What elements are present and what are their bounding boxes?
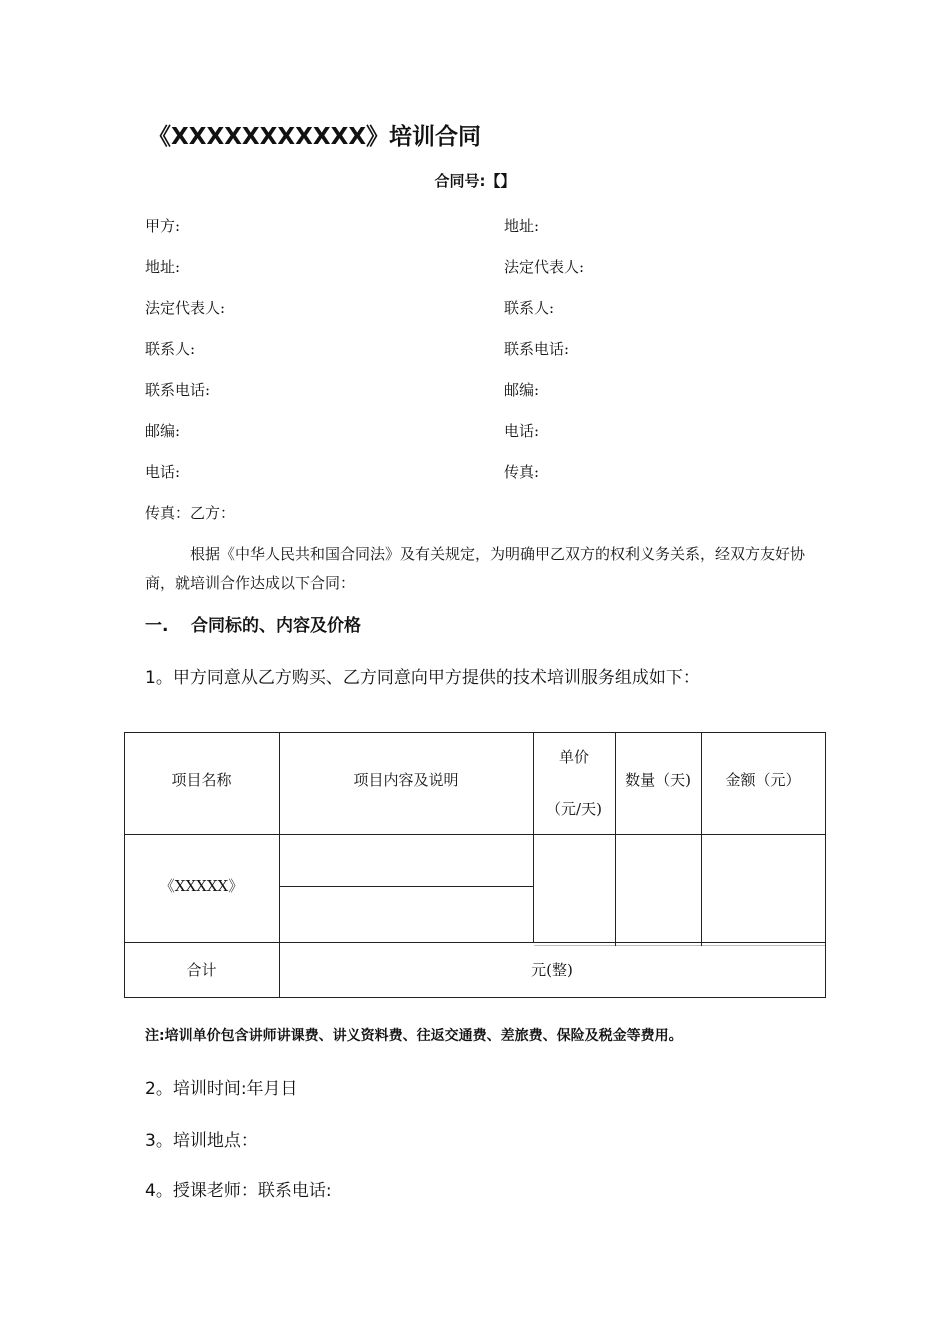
party-b-postcode: 邮编: (504, 381, 540, 399)
header-project-name: 项目名称 (171, 771, 232, 789)
table-border-right (825, 732, 826, 998)
party-b-contact: 联系人: (504, 299, 555, 317)
clause-2-training-time: 2。培训时间:年月日 (145, 1079, 298, 1099)
party-a-legal-rep: 法定代表人: (145, 299, 226, 317)
header-unit-price-line1: 单价 (558, 748, 589, 766)
row-project-name: 《XXXXX》 (159, 877, 244, 895)
intro-paragraph: 根据《中华人民共和国合同法》及有关规定，为明确甲乙双方的权利义务关系，经双方友好协商，就培训合作达成以下合同： (145, 545, 806, 592)
clause-3-training-location: 3。培训地点： (145, 1131, 258, 1151)
party-b-address: 地址: (504, 217, 540, 235)
pricing-note: 注:培训单价包含讲师讲课费、讲义资料费、往返交通费、差旅费、保险及税金等费用。 (145, 1028, 683, 1044)
party-b-fax: 传真: (504, 463, 540, 481)
section-title: 合同标的、内容及价格 (191, 616, 361, 636)
service-table (124, 732, 826, 998)
total-label: 合计 (186, 960, 217, 979)
party-a-fax-party-b: 传真：乙方： (145, 504, 236, 522)
party-b-legal-rep: 法定代表人: (504, 258, 585, 276)
clause-4-instructor: 4。授课老师：联系电话: (145, 1181, 332, 1201)
header-project-content: 项目内容及说明 (353, 771, 459, 789)
party-a-postcode: 邮编: (145, 422, 181, 440)
contract-number: 合同号:【】 (434, 172, 516, 190)
party-a-contact: 联系人: (145, 340, 196, 358)
document-title: 《XXXXXXXXXXX》培训合同 (148, 124, 482, 150)
header-amount: 金额（元） (725, 771, 801, 789)
header-unit-price (533, 732, 615, 834)
party-a-phone: 电话: (145, 463, 181, 481)
party-b-phone: 电话: (504, 422, 540, 440)
section-number: 一. (145, 616, 169, 636)
total-value: 元(整) (531, 960, 573, 979)
section-heading (145, 611, 361, 636)
party-a-label: 甲方: (145, 217, 181, 235)
header-quantity: 数量（天) (625, 771, 691, 789)
party-b-contact-phone: 联系电话: (504, 340, 570, 358)
party-a-address: 地址: (145, 258, 181, 276)
party-a-contact-phone: 联系电话: (145, 381, 211, 399)
table-border-bottom (124, 997, 826, 998)
clause-1: 1。甲方同意从乙方购买、乙方同意向甲方提供的技术培训服务组成如下： (145, 668, 700, 688)
table-sub-row-divider (279, 886, 533, 887)
header-unit-price-line2: （元/天) (546, 800, 602, 818)
